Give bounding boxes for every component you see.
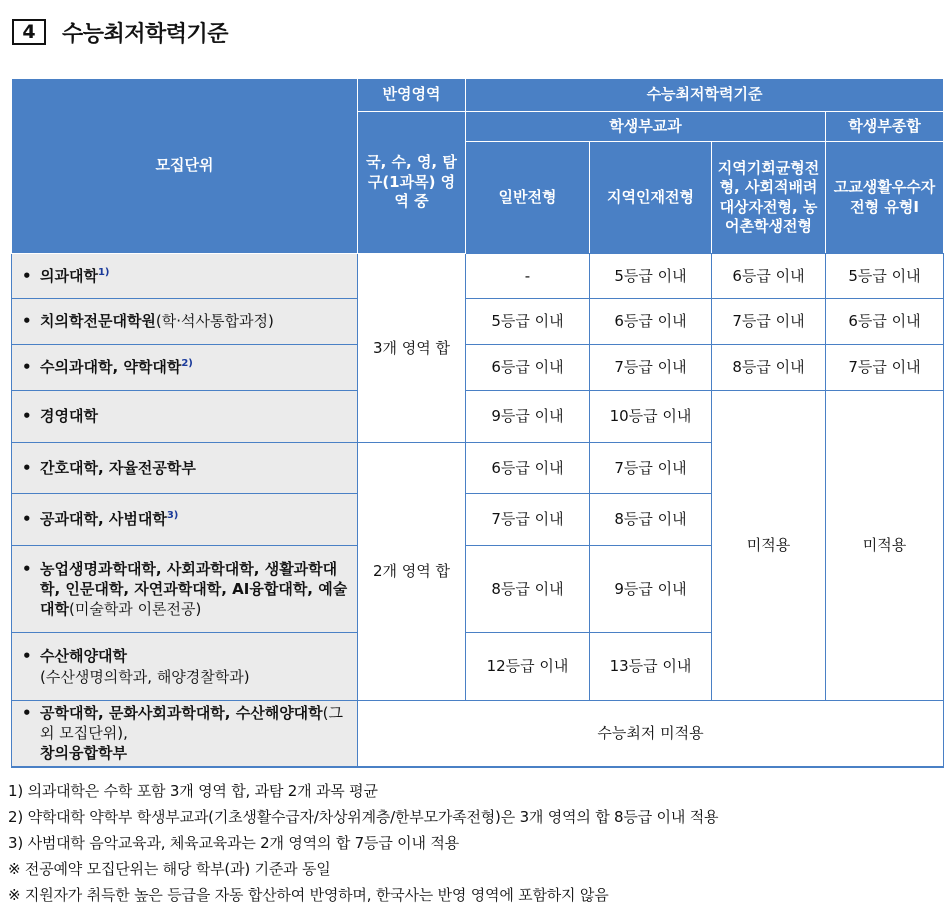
table-row	[12, 254, 944, 299]
header-criteria: 수능최저학력기준	[466, 79, 944, 112]
grade-general: 6등급 이내	[466, 443, 590, 494]
grade-excellent: 6등급 이내	[826, 299, 944, 345]
grade-regional: 9등급 이내	[590, 546, 712, 633]
excellent-not-applied: 미적용	[826, 391, 944, 701]
grade-general: 8등급 이내	[466, 546, 590, 633]
grade-excellent: 7등급 이내	[826, 345, 944, 391]
grade-regional: 5등급 이내	[590, 254, 712, 299]
unit-cell	[12, 546, 358, 633]
header-regional: 지역인재전형	[590, 142, 712, 254]
bullet-icon: •	[22, 458, 32, 477]
unit-note: (학·석사통합과정)	[155, 312, 274, 331]
header-general: 일반전형	[466, 142, 590, 254]
bullet-icon: •	[22, 647, 32, 666]
bullet-icon: •	[22, 407, 32, 426]
header-unit: 모집단위	[12, 79, 358, 254]
area-count-2: 2개 영역 합	[358, 443, 466, 701]
grade-general: 7등급 이내	[466, 494, 590, 546]
unit-name: 의과대학	[40, 266, 98, 285]
unit-cell	[12, 494, 358, 546]
grade-equal: 8등급 이내	[712, 345, 826, 391]
unit-cell	[12, 254, 358, 299]
unit-name: 치의학전문대학원	[40, 312, 156, 331]
unit-note: (그 외 모집단위),	[40, 703, 344, 743]
header-jonghap: 학생부종합	[826, 112, 944, 142]
bullet-icon: •	[22, 358, 32, 377]
grade-general: -	[466, 254, 590, 299]
grade-regional: 8등급 이내	[590, 494, 712, 546]
footnote: ※ 전공예약 모집단위는 해당 학부(과) 기준과 동일	[8, 860, 331, 878]
grade-equal: 7등급 이내	[712, 299, 826, 345]
unit-name-tail: 창의융합학부	[40, 744, 127, 763]
table-row	[12, 299, 944, 345]
grade-excellent: 5등급 이내	[826, 254, 944, 299]
grade-equal: 6등급 이내	[712, 254, 826, 299]
unit-note: (미술학과 이론전공)	[68, 600, 202, 619]
unit-name: 공과대학, 사범대학	[40, 510, 167, 529]
unit-name: 간호대학, 자율전공학부	[40, 458, 196, 477]
bullet-icon: •	[22, 266, 32, 285]
header-gyogwa: 학생부교과	[466, 112, 826, 142]
footnote-ref: 3)	[166, 510, 179, 522]
grade-general: 12등급 이내	[466, 633, 590, 701]
unit-cell	[12, 299, 358, 345]
unit-name: 수산해양대학	[40, 647, 127, 666]
table-row	[12, 391, 944, 443]
header-equal-opportunity: 지역기회균형전형, 사회적배려대상자전형, 농어촌학생전형	[712, 142, 826, 254]
unit-cell	[12, 391, 358, 443]
unit-name: 공학대학, 문화사회과학대학, 수산해양대학	[40, 703, 323, 722]
footnote-ref: 2)	[181, 358, 193, 370]
header-excellent: 고교생활우수자전형 유형Ⅰ	[826, 142, 944, 254]
grade-general: 5등급 이내	[466, 299, 590, 345]
grade-general: 9등급 이내	[466, 391, 590, 443]
footnote: ※ 지원자가 취득한 높은 등급을 자동 합산하여 반영하며, 한국사는 반영 영역에 포함하지 않음	[8, 886, 609, 904]
grade-regional: 13등급 이내	[590, 633, 712, 701]
grade-regional: 6등급 이내	[590, 299, 712, 345]
bullet-icon: •	[22, 703, 32, 722]
unit-cell	[12, 701, 358, 767]
bullet-icon: •	[22, 559, 32, 578]
header-area: 반영영역	[358, 79, 466, 112]
unit-note: (수산생명의학과, 해양경찰학과)	[40, 667, 250, 686]
equal-not-applied: 미적용	[712, 391, 826, 701]
footnotes	[8, 778, 718, 908]
footnote-ref: 1)	[97, 266, 110, 278]
grade-regional: 10등급 이내	[590, 391, 712, 443]
grade-general: 6등급 이내	[466, 345, 590, 391]
unit-name: 경영대학	[40, 407, 98, 426]
unit-name: 농업생명과학대학, 사회과학대학, 생활과학대학, 인문대학, 자연과학대학, AI융합대학, 예술대학	[40, 559, 348, 619]
bullet-icon: •	[22, 510, 32, 529]
unit-cell	[12, 345, 358, 391]
grade-regional: 7등급 이내	[590, 345, 712, 391]
footnote: 1) 의과대학은 수학 포함 3개 영역 합, 과탐 2개 과목 평균	[8, 782, 378, 800]
csat-not-applied: 수능최저 미적용	[358, 701, 944, 767]
footnote: 2) 약학대학 약학부 학생부교과(기초생활수급자/차상위계층/한부모가족전형)은 3개 영역의 합 8등급 이내 적용	[8, 808, 719, 826]
section-number: 4	[12, 19, 46, 45]
section-heading	[12, 16, 228, 48]
unit-name: 수의과대학, 약학대학	[40, 358, 182, 377]
csat-criteria-table	[11, 78, 944, 768]
table-row	[12, 345, 944, 391]
bullet-icon: •	[22, 312, 32, 331]
area-count-3: 3개 영역 합	[358, 254, 466, 443]
unit-cell	[12, 443, 358, 494]
table-row	[12, 701, 944, 767]
unit-cell	[12, 633, 358, 701]
grade-regional: 7등급 이내	[590, 443, 712, 494]
footnote: 3) 사범대학 음악교육과, 체육교육과는 2개 영역의 합 7등급 이내 적용	[8, 834, 459, 852]
header-area-sub: 국, 수, 영, 탐구(1과목) 영역 중	[358, 112, 466, 254]
section-title: 수능최저학력기준	[62, 21, 229, 47]
